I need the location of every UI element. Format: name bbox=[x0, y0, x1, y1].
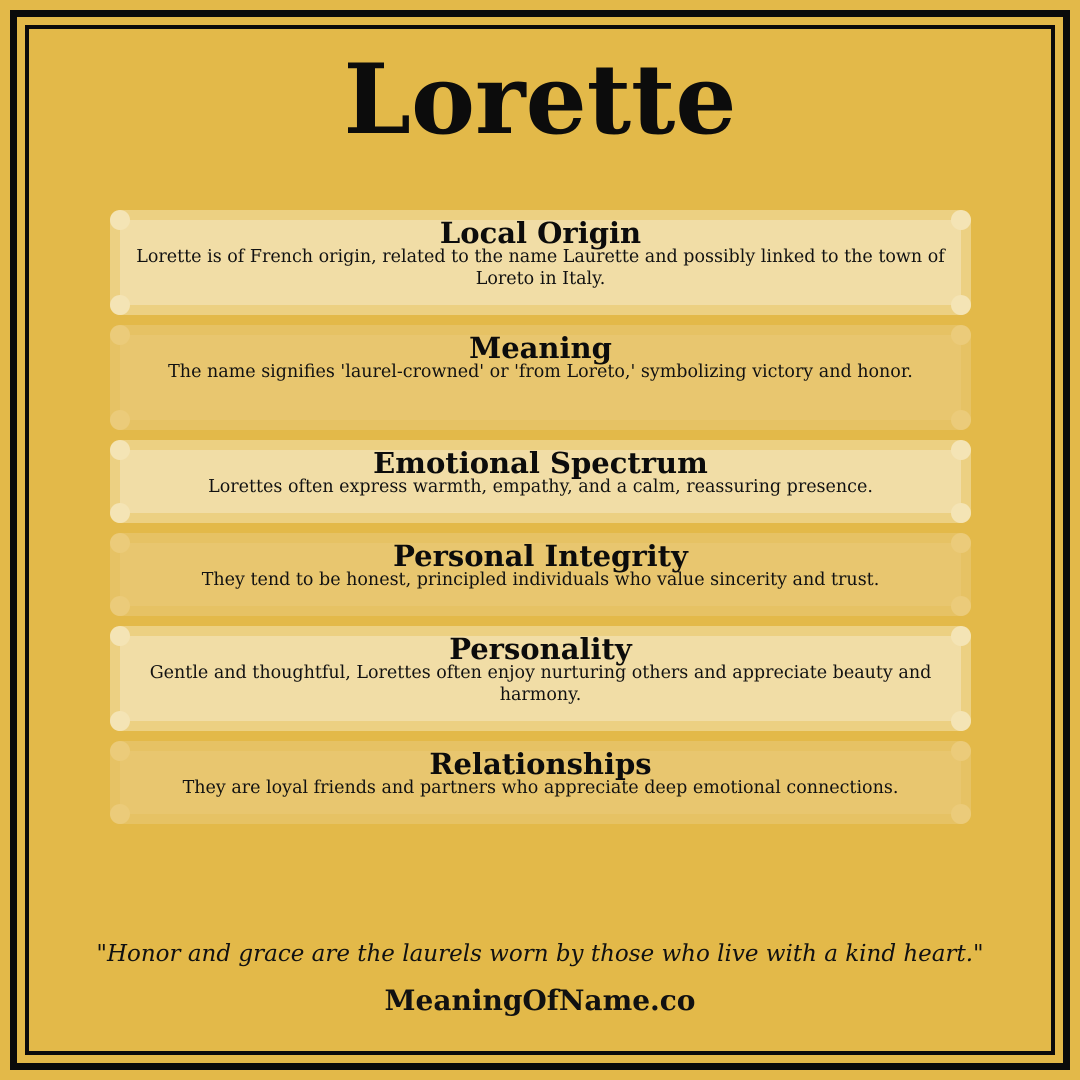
section-text: They tend to be honest, principled individuals who value sincerity and trust. bbox=[201, 570, 880, 590]
site-name: MeaningOfName.co bbox=[384, 984, 696, 1017]
section-heading: Emotional Spectrum bbox=[373, 446, 708, 480]
section-heading: Relationships bbox=[429, 747, 652, 781]
section-heading: Meaning bbox=[469, 331, 612, 365]
quote-text: "Honor and grace are the laurels worn by those who live with a kind heart." bbox=[96, 941, 984, 967]
section-text: Gentle and thoughtful, Lorettes often enjoy nurturing others and appreciate beauty and harmony. bbox=[149, 663, 932, 705]
section-text: Lorette is of French origin, related to the name Laurette and possibly linked to the town of Loreto in Italy. bbox=[136, 247, 945, 289]
section-heading: Local Origin bbox=[439, 216, 642, 250]
section-card-local-origin bbox=[110, 210, 971, 315]
section-card-emotional-spectrum bbox=[110, 440, 971, 523]
section-card-personality bbox=[110, 626, 971, 731]
section-card-meaning bbox=[110, 325, 971, 430]
sections-list bbox=[110, 210, 971, 834]
section-text: The name signifies 'laurel-crowned' or 'from Loreto,' symbolizing victory and honor. bbox=[168, 362, 913, 382]
section-card-relationships bbox=[110, 741, 971, 824]
section-text: They are loyal friends and partners who appreciate deep emotional connections. bbox=[182, 778, 899, 798]
page-title: Lorette bbox=[343, 43, 737, 156]
section-heading: Personal Integrity bbox=[393, 539, 688, 573]
section-heading: Personality bbox=[449, 632, 632, 666]
section-text: Lorettes often express warmth, empathy, and a calm, reassuring presence. bbox=[208, 477, 873, 497]
section-card-personal-integrity bbox=[110, 533, 971, 616]
